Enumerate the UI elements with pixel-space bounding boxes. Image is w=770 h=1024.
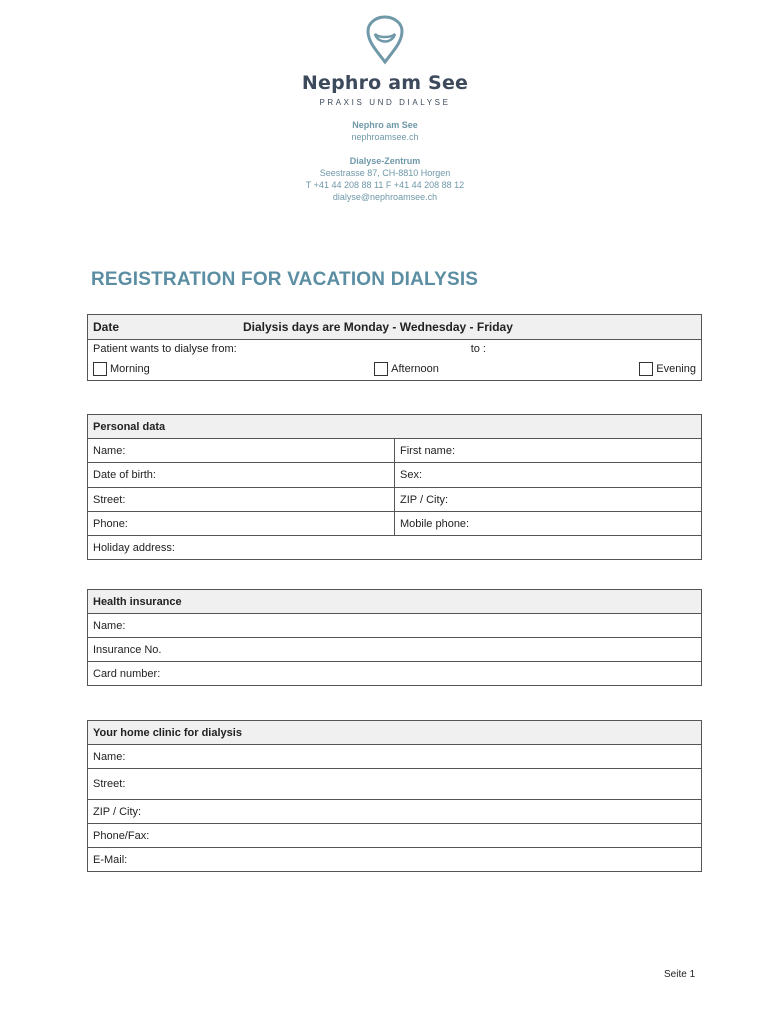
practice-web: nephroamsee.ch — [351, 132, 419, 142]
name-field[interactable]: Name: — [88, 439, 395, 463]
health-insurance-heading: Health insurance — [88, 590, 702, 614]
document-title: REGISTRATION FOR VACATION DIALYSIS — [91, 269, 479, 290]
evening-label: Evening — [656, 363, 696, 375]
evening-option[interactable] — [639, 362, 696, 376]
clinic-name-field[interactable]: Name: — [88, 745, 702, 769]
personal-data-table — [87, 414, 702, 560]
mobile-phone-field[interactable]: Mobile phone: — [395, 512, 702, 536]
afternoon-label: Afternoon — [391, 363, 439, 375]
brand-tagline: PRAXIS UND DIALYSE — [319, 98, 451, 107]
sex-field[interactable]: Sex: — [395, 463, 702, 488]
clinic-zip-city-field[interactable]: ZIP / City: — [88, 800, 702, 824]
time-options-cell — [88, 358, 702, 381]
first-name-field[interactable]: First name: — [395, 439, 702, 463]
personal-data-heading: Personal data — [88, 415, 702, 439]
evening-checkbox[interactable] — [639, 362, 653, 376]
phone-field[interactable]: Phone: — [88, 512, 395, 536]
insurance-no-field[interactable]: Insurance No. — [88, 638, 702, 662]
insurance-name-field[interactable]: Name: — [88, 614, 702, 638]
center-name: Dialyse-Zentrum — [349, 156, 421, 166]
date-label: Date — [93, 320, 120, 334]
practice-contact — [0, 119, 770, 143]
afternoon-option[interactable] — [374, 362, 439, 376]
from-label[interactable]: Patient wants to dialyse from: — [93, 343, 237, 355]
center-email: dialyse@nephroamsee.ch — [332, 192, 438, 202]
afternoon-checkbox[interactable] — [374, 362, 388, 376]
date-table — [87, 314, 702, 381]
clinic-email-field[interactable]: E-Mail: — [88, 848, 702, 872]
page-number: Seite 1 — [664, 969, 696, 980]
home-clinic-heading: Your home clinic for dialysis — [88, 721, 702, 745]
clinic-phone-fax-field[interactable]: Phone/Fax: — [88, 824, 702, 848]
morning-option[interactable] — [93, 362, 150, 376]
letterhead — [0, 14, 770, 203]
practice-name: Nephro am See — [352, 120, 418, 130]
brand-name: Nephro am See — [301, 72, 469, 94]
zip-city-field[interactable]: ZIP / City: — [395, 488, 702, 512]
date-header-cell — [88, 315, 702, 340]
morning-label: Morning — [110, 363, 150, 375]
morning-checkbox[interactable] — [93, 362, 107, 376]
to-label[interactable]: to : — [470, 343, 486, 355]
holiday-address-field[interactable]: Holiday address: — [88, 536, 702, 560]
clinic-street-field[interactable]: Street: — [88, 769, 702, 800]
logo-heart-pin-icon — [364, 14, 406, 66]
dialyse-period-cell — [88, 340, 702, 359]
center-phone: T +41 44 208 88 11 F +41 44 208 88 12 — [305, 180, 465, 190]
dialysis-days-note: Dialysis days are Monday - Wednesday - Friday — [243, 320, 513, 334]
dob-field[interactable]: Date of birth: — [88, 463, 395, 488]
home-clinic-table — [87, 720, 702, 872]
health-insurance-table — [87, 589, 702, 686]
card-number-field[interactable]: Card number: — [88, 662, 702, 686]
center-contact — [0, 155, 770, 203]
street-field[interactable]: Street: — [88, 488, 395, 512]
center-address: Seestrasse 87, CH-8810 Horgen — [319, 168, 451, 178]
